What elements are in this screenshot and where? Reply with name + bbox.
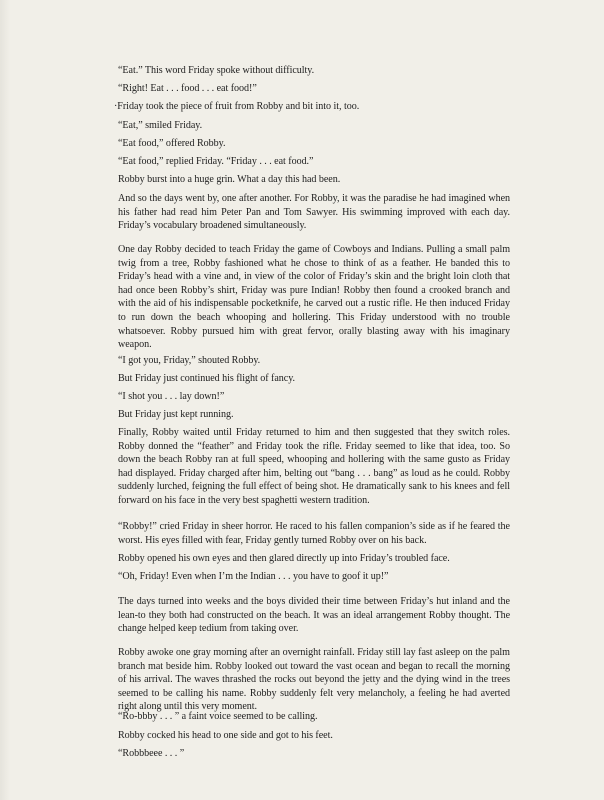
paragraph-8: And so the days went by, one after another. For Robby, it was the paradise he had imagined when his father had read him Peter Pan and Tom Sawyer. His swimming improved with each day. Friday’s vocabulary broadened simultaneously. [118, 193, 510, 232]
paragraph-3: ·Friday took the piece of fruit from Robby and bit into it, too. [114, 101, 360, 112]
page-edge-shadow [0, 0, 10, 800]
paragraph-7: Robby burst into a huge grin. What a day this had been. [118, 174, 341, 185]
paragraph-19: Robby awoke one gray morning after an overnight rainfall. Friday still lay fast asleep on the palm branch mat beside him. Robby looked out toward the vast ocean and began to recall the morning of his arrival. The waves thrashed the rocks out beyond the jetty and the dying wind in the trees seemed to be calling his name. Robby suddenly felt very melancholy, a feeling he had averted right along until this very moment. [118, 647, 510, 713]
paragraph-10: “I got you, Friday,” shouted Robby. [118, 355, 261, 366]
paragraph-11: But Friday just continued his flight of fancy. [118, 373, 296, 384]
paragraph-12: “I shot you . . . lay down!” [118, 391, 225, 402]
paragraph-1: “Eat.” This word Friday spoke without difficulty. [118, 65, 315, 76]
paragraph-13: But Friday just kept running. [118, 409, 234, 420]
paragraph-18: The days turned into weeks and the boys divided their time between Friday’s hut inland and the lean-to they both had constructed on the beach. It was an ideal arrangement Robby thought. The change helped keep tedium from taking over. [118, 596, 510, 635]
paragraph-9: One day Robby decided to teach Friday the game of Cowboys and Indians. Pulling a small palm twig from a tree, Robby fashioned what he chose to think of as a feather. He banded this to Friday’s head with a vine and, in view of the color of Friday’s skin and the bright loin cloth that had once been Robby’s shirt, Friday was pure Indian! Robby then found a crooked branch and with the aid of his indispensable pocketknife, he carved out a rustic rifle. He then induced Friday to run down the beach whooping and hollering. This Friday understood with no trouble whatsoever. Robby pursued him with great fervor, orally blasting away with his imaginary weapon. [118, 244, 510, 351]
paragraph-5: “Eat food,” offered Robby. [118, 138, 226, 149]
paragraph-16: Robby opened his own eyes and then glared directly up into Friday’s troubled face. [118, 553, 450, 564]
paragraph-15: “Robby!” cried Friday in sheer horror. He raced to his fallen companion’s side as if he feared the worst. His eyes filled with fear, Friday gently turned Robby over on his back. [118, 521, 510, 546]
paragraph-17: “Oh, Friday! Even when I’m the Indian . . . you have to goof it up!” [118, 571, 389, 582]
paragraph-21: Robby cocked his head to one side and got to his feet. [118, 730, 333, 741]
paragraph-6: “Eat food,” replied Friday. “Friday . . . eat food.” [118, 156, 314, 167]
paragraph-14: Finally, Robby waited until Friday returned to him and then suggested that they switch roles. Robby donned the “feather” and Friday took the rifle. Friday seemed to like that idea, too. So down the beach Robby ran at full speed, whooping and hollering with the same gusto as Friday had displayed. Friday charged after him, belting out “bang . . . bang” as loud as he could. Robby suddenly lurched, feigning the full effect of being shot. He dramatically sank to his knees and fell forward on his face in the very best spaghetti western tradition. [118, 427, 510, 506]
paragraph-2: “Right! Eat . . . food . . . eat food!” [118, 83, 257, 94]
paragraph-20: “Ro-bbby . . . ” a faint voice seemed to be calling. [118, 711, 318, 722]
paragraph-22: “Robbbeee . . . ” [118, 748, 185, 759]
paragraph-4: “Eat,” smiled Friday. [118, 120, 203, 131]
